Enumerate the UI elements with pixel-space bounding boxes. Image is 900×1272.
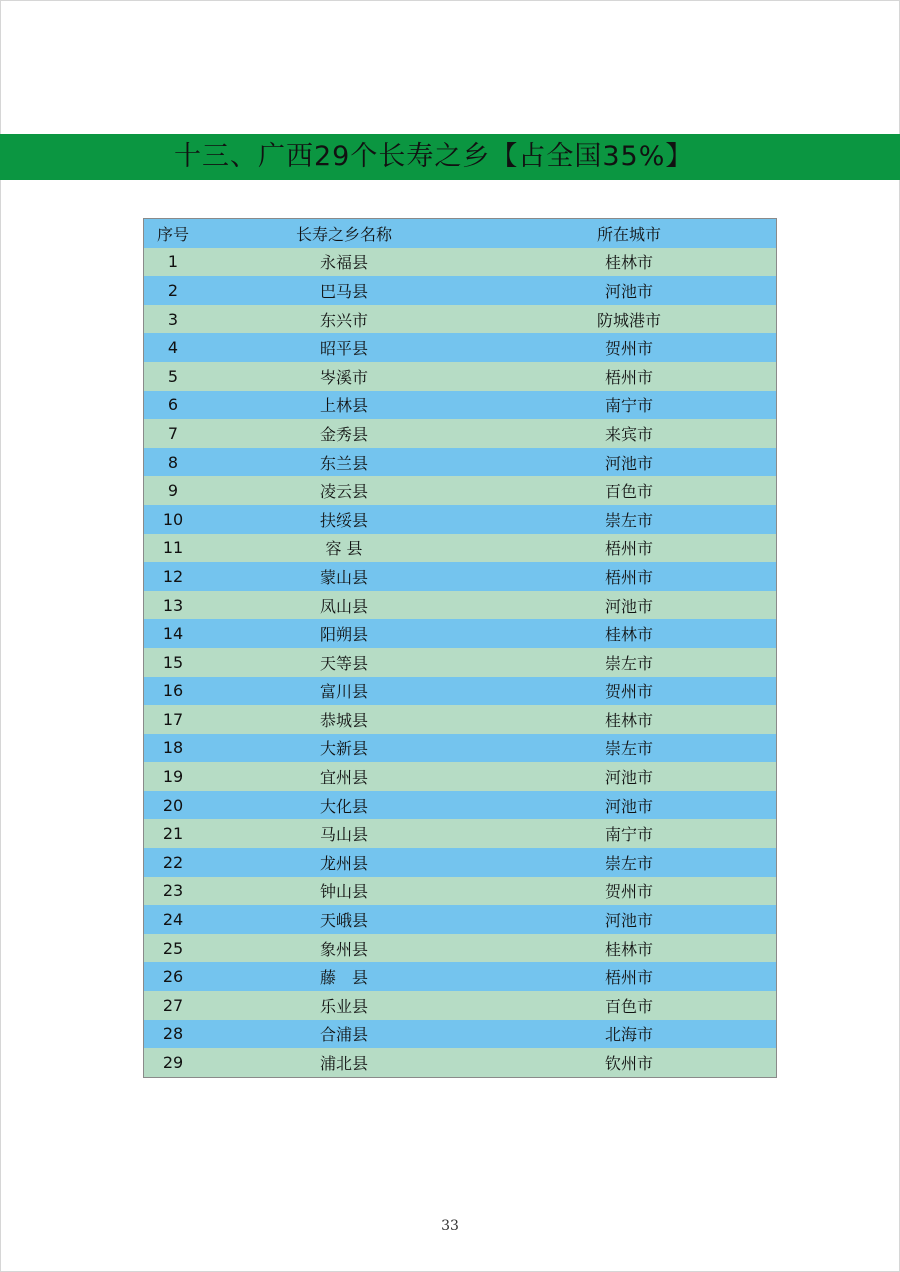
row-index: 16 xyxy=(162,681,184,701)
row-name: 金秀县 xyxy=(319,424,368,444)
row-index: 8 xyxy=(167,452,179,472)
table-row xyxy=(144,619,776,648)
row-index: 21 xyxy=(162,824,184,844)
table-row xyxy=(144,762,776,791)
row-name: 岑溪市 xyxy=(319,367,368,387)
row-name: 上林县 xyxy=(319,396,368,416)
row-index: 27 xyxy=(162,995,184,1015)
row-index: 4 xyxy=(167,338,179,358)
row-index: 2 xyxy=(167,280,179,300)
row-index: 22 xyxy=(162,852,184,872)
table-row xyxy=(144,476,776,505)
page-title: 十三、广西29个长寿之乡【占全国35%】 xyxy=(174,141,694,172)
row-city: 钦州市 xyxy=(604,1054,653,1074)
row-index: 17 xyxy=(162,709,184,729)
row-name: 蒙山县 xyxy=(319,567,368,587)
table-row xyxy=(144,419,776,448)
row-city: 桂林市 xyxy=(604,710,653,730)
row-name: 浦北县 xyxy=(319,1054,368,1074)
row-name: 天等县 xyxy=(319,653,368,673)
row-city: 崇左市 xyxy=(604,853,653,873)
title-bar xyxy=(0,134,900,180)
row-name: 扶绥县 xyxy=(319,510,368,530)
row-index: 24 xyxy=(162,910,184,930)
row-city: 贺州市 xyxy=(604,882,653,902)
row-index: 9 xyxy=(167,481,179,501)
longevity-table xyxy=(143,218,777,1078)
table-row xyxy=(144,562,776,591)
page-number: 33 xyxy=(441,1218,459,1234)
header-name: 长寿之乡名称 xyxy=(295,224,392,244)
row-name: 恭城县 xyxy=(319,710,368,730)
table-row xyxy=(144,505,776,534)
row-city: 梧州市 xyxy=(604,367,653,387)
table-row xyxy=(144,962,776,991)
table-row xyxy=(144,791,776,820)
row-index: 29 xyxy=(162,1053,184,1073)
row-city: 百色市 xyxy=(604,482,653,502)
row-city: 梧州市 xyxy=(604,968,653,988)
row-name: 富川县 xyxy=(319,682,368,702)
row-name: 乐业县 xyxy=(319,996,368,1016)
row-city: 河池市 xyxy=(604,911,653,931)
row-index: 3 xyxy=(167,309,179,329)
table-row xyxy=(144,448,776,477)
row-index: 19 xyxy=(162,767,184,787)
row-city: 崇左市 xyxy=(604,510,653,530)
row-name: 钟山县 xyxy=(319,882,368,902)
row-index: 14 xyxy=(162,624,184,644)
row-name: 凌云县 xyxy=(319,482,368,502)
row-city: 河池市 xyxy=(604,768,653,788)
table-row xyxy=(144,934,776,963)
table-row xyxy=(144,1048,776,1077)
row-city: 崇左市 xyxy=(604,653,653,673)
row-name: 大化县 xyxy=(319,796,368,816)
table-row xyxy=(144,591,776,620)
row-index: 10 xyxy=(162,509,184,529)
row-name: 大新县 xyxy=(319,739,368,759)
row-name: 昭平县 xyxy=(319,339,368,359)
row-city: 河池市 xyxy=(604,281,653,301)
table-row xyxy=(144,391,776,420)
row-city: 河池市 xyxy=(604,596,653,616)
row-city: 河池市 xyxy=(604,796,653,816)
row-city: 河池市 xyxy=(604,453,653,473)
row-city: 南宁市 xyxy=(604,396,653,416)
header-city: 所在城市 xyxy=(596,224,661,244)
row-city: 百色市 xyxy=(604,996,653,1016)
row-city: 贺州市 xyxy=(604,339,653,359)
table-header-row xyxy=(144,219,776,248)
table-row xyxy=(144,648,776,677)
table-row xyxy=(144,248,776,277)
row-city: 来宾市 xyxy=(604,424,653,444)
header-index: 序号 xyxy=(156,224,189,244)
row-index: 23 xyxy=(162,881,184,901)
row-city: 桂林市 xyxy=(604,625,653,645)
table-row xyxy=(144,333,776,362)
table-row xyxy=(144,534,776,563)
row-index: 20 xyxy=(162,795,184,815)
row-city: 桂林市 xyxy=(604,253,653,273)
row-name: 象州县 xyxy=(319,939,368,959)
row-name: 容 县 xyxy=(325,539,363,559)
row-name: 合浦县 xyxy=(319,1025,368,1045)
row-index: 26 xyxy=(162,967,184,987)
row-city: 贺州市 xyxy=(604,682,653,702)
row-city: 防城港市 xyxy=(596,310,661,330)
row-index: 6 xyxy=(167,395,179,415)
row-name: 阳朔县 xyxy=(319,625,368,645)
table-row xyxy=(144,734,776,763)
table-row xyxy=(144,362,776,391)
row-index: 28 xyxy=(162,1024,184,1044)
row-name: 东兰县 xyxy=(319,453,368,473)
row-name: 东兴市 xyxy=(319,310,368,330)
table-row xyxy=(144,305,776,334)
table-body xyxy=(144,248,776,1077)
row-index: 7 xyxy=(167,423,179,443)
row-index: 13 xyxy=(162,595,184,615)
row-index: 18 xyxy=(162,738,184,758)
table-row xyxy=(144,705,776,734)
row-name: 天峨县 xyxy=(319,911,368,931)
row-index: 11 xyxy=(162,538,184,558)
table-row xyxy=(144,905,776,934)
row-city: 北海市 xyxy=(604,1025,653,1045)
row-name: 藤 县 xyxy=(319,968,368,988)
table-row xyxy=(144,677,776,706)
row-city: 南宁市 xyxy=(604,825,653,845)
row-index: 12 xyxy=(162,566,184,586)
row-city: 梧州市 xyxy=(604,567,653,587)
row-index: 15 xyxy=(162,652,184,672)
row-city: 桂林市 xyxy=(604,939,653,959)
row-index: 1 xyxy=(167,252,179,272)
row-name: 马山县 xyxy=(319,825,368,845)
row-city: 梧州市 xyxy=(604,539,653,559)
table-row xyxy=(144,1020,776,1049)
row-name: 巴马县 xyxy=(319,281,368,301)
row-name: 凤山县 xyxy=(319,596,368,616)
table-row xyxy=(144,819,776,848)
table-row xyxy=(144,877,776,906)
table-row xyxy=(144,276,776,305)
row-index: 25 xyxy=(162,938,184,958)
table-row xyxy=(144,991,776,1020)
table-row xyxy=(144,848,776,877)
row-name: 永福县 xyxy=(319,253,368,273)
row-index: 5 xyxy=(167,366,179,386)
row-city: 崇左市 xyxy=(604,739,653,759)
row-name: 宜州县 xyxy=(319,768,368,788)
row-name: 龙州县 xyxy=(319,853,368,873)
